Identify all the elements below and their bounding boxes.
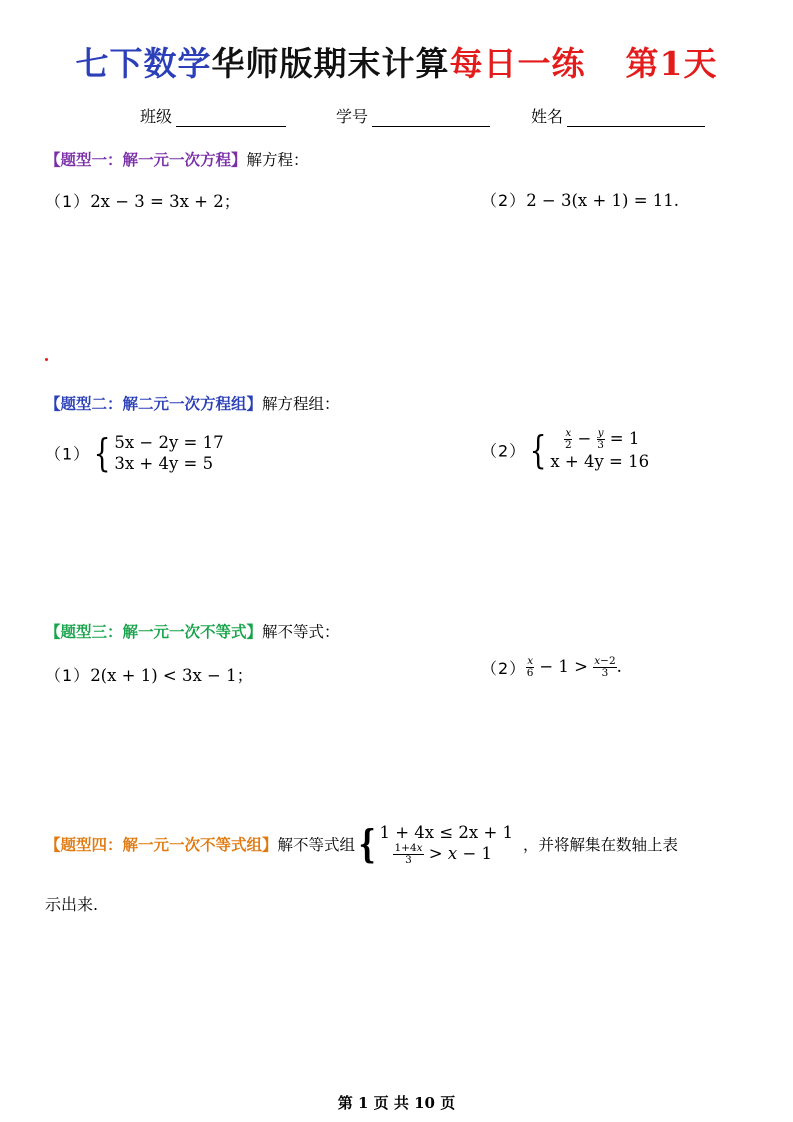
problem-number: （1） xyxy=(45,666,91,685)
name-label: 姓名 xyxy=(531,107,564,126)
equation-line-2: 3x + 4y = 5 xyxy=(114,454,214,473)
problem-number: （2） xyxy=(481,659,527,678)
student-id-field[interactable] xyxy=(336,104,490,127)
section-2-tail: 解方程组： xyxy=(262,395,340,413)
fraction-x-over-2: $\frac{x}{2}$ xyxy=(564,427,572,451)
problem-expr: $\frac{x}{6}$ − 1 > $\frac{x-2}{3}$ . xyxy=(526,655,622,679)
problem-2-2 xyxy=(481,428,649,472)
left-brace: { xyxy=(93,431,111,475)
section-4-continuation: 示出来. xyxy=(45,895,99,914)
fraction-x-minus-2-over-3: $\frac{x-2}{3}$ xyxy=(594,655,616,679)
equation-line-1: $\frac{x}{2}$ − $\frac{y}{3}$ = 1 xyxy=(564,427,640,451)
section-3-heading xyxy=(45,620,340,642)
page-footer: 第 1 页 共 10 页 xyxy=(337,1094,456,1112)
section-1-tail: 解方程： xyxy=(246,151,309,169)
section-4-label: 【题型四：解一元一次不等式组】 xyxy=(45,836,278,854)
problem-expr: 2x − 3 = 3x + 2； xyxy=(90,192,241,211)
section-4-heading xyxy=(45,822,678,866)
problem-1-2 xyxy=(481,188,679,211)
inequality-line-2: $\frac{1+4x}{3}$ > x − 1 xyxy=(394,842,493,866)
title-part-4: 第1天 xyxy=(625,44,718,83)
section-1-heading xyxy=(45,148,309,170)
problem-2-1 xyxy=(45,432,224,474)
problem-3-1 xyxy=(45,662,253,686)
problem-3-2 xyxy=(481,656,622,679)
red-dot-mark xyxy=(45,358,48,361)
problem-1-1 xyxy=(45,188,240,212)
name-blank[interactable] xyxy=(567,108,705,127)
fraction-x-over-6: $\frac{x}{6}$ xyxy=(526,655,534,679)
name-field[interactable] xyxy=(531,104,705,127)
fraction-y-over-3: $\frac{y}{3}$ xyxy=(597,427,604,451)
equation-system xyxy=(114,432,223,474)
section-2-heading xyxy=(45,392,340,414)
section-3-tail: 解不等式： xyxy=(262,623,340,641)
page-title xyxy=(0,38,793,85)
student-id-label: 学号 xyxy=(336,107,369,126)
class-label: 班级 xyxy=(140,107,173,126)
section-2-label: 【题型二：解二元一次方程组】 xyxy=(45,395,263,413)
title-part-2: 华师版期末计算 xyxy=(211,44,450,83)
title-part-1: 七下数学 xyxy=(75,44,212,83)
problem-expr: 2(x + 1) < 3x − 1； xyxy=(90,666,254,685)
problem-number: （1） xyxy=(45,444,91,464)
left-brace: { xyxy=(529,428,547,472)
class-field[interactable] xyxy=(140,104,286,127)
title-part-3: 每日一练 xyxy=(449,44,586,83)
problem-expr: 2 − 3(x + 1) = 11. xyxy=(526,191,680,210)
equation-line-1: 5x − 2y = 17 xyxy=(114,433,224,452)
inequality-line-1: 1 + 4x ≤ 2x + 1 xyxy=(379,823,514,842)
problem-number: （1） xyxy=(45,192,91,211)
problem-number: （2） xyxy=(481,441,527,461)
class-blank[interactable] xyxy=(176,108,286,127)
fraction-1-plus-4x-over-3: $\frac{1+4x}{3}$ xyxy=(394,842,423,866)
section-1-label: 【题型一：解一元一次方程】 xyxy=(45,151,247,169)
equation-line-2: x + 4y = 16 xyxy=(550,452,650,471)
section-4-tail: 解不等式组 xyxy=(277,836,356,854)
left-brace: { xyxy=(358,821,376,866)
equation-system xyxy=(550,428,649,472)
inequality-system xyxy=(379,822,513,866)
problem-number: （2） xyxy=(481,191,527,210)
section-3-label: 【题型三：解一元一次不等式】 xyxy=(45,623,263,641)
student-id-blank[interactable] xyxy=(372,108,490,127)
section-4-after: ，并将解集在数轴上表 xyxy=(523,836,679,854)
